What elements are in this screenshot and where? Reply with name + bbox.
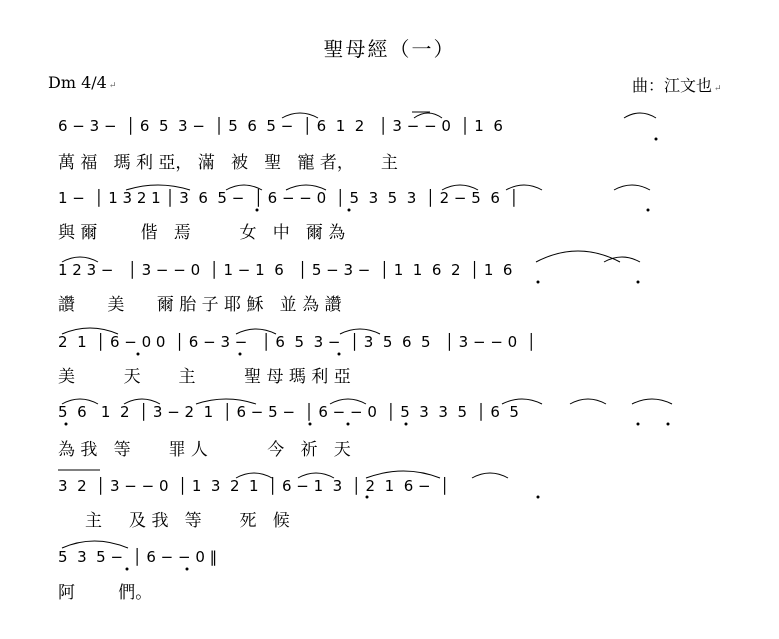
low-octave-dot [637, 281, 640, 284]
low-octave-dot [347, 423, 350, 426]
notation-row-6: 3 2 │ 3 − − 0 │ 1 3 2 1 │ 6 − 1 3 │ 2 1 6 − │ [58, 477, 450, 495]
low-octave-dot [667, 423, 670, 426]
slur-mark [236, 473, 272, 478]
lyrics-row-5: 為 我 等 罪 人 今 祈 天 [58, 440, 351, 460]
low-octave-dot [239, 353, 242, 356]
slur-mark [196, 399, 256, 404]
slur-mark [604, 257, 640, 262]
slur-mark [506, 185, 542, 190]
slur-mark [226, 185, 262, 190]
slur-mark [62, 328, 118, 334]
low-octave-dot [537, 281, 540, 284]
slur-mark [298, 473, 334, 478]
low-octave-dot [405, 423, 408, 426]
slur-mark [442, 185, 478, 190]
notation-row-4: 2 1 │ 6 − 0 0 │ 6 − 3 − │ 6 5 3 − │ 3 5 6 5 │ 3 − − 0 │ [58, 333, 536, 351]
key-signature: Dm 4/4 ↵ [48, 73, 117, 92]
notation-row-1: 6 − 3 − │ 6 5 3 − │ 5 6 5 − │ 6 1 2 │ 3 − − 0 │ 1 6 [58, 117, 503, 135]
composer-credit: 曲：江文也 ↵ [632, 76, 722, 95]
low-octave-dot [65, 423, 68, 426]
slur-mark [286, 185, 326, 190]
slur-mark [414, 113, 442, 118]
low-octave-dot [348, 209, 351, 212]
slur-mark [624, 113, 656, 118]
slur-mark [632, 399, 672, 404]
slur-mark [282, 113, 318, 118]
lyrics-row-7: 阿 們。 [58, 583, 153, 603]
slur-mark [62, 541, 128, 548]
low-octave-dot [256, 209, 259, 212]
lyrics-row-3: 讚 美 爾 胎 子 耶 穌 並 為 讚 [58, 295, 342, 315]
lyrics-row-1: 萬 福 瑪 利 亞， 滿 被 聖 寵 者， 主 [58, 153, 398, 173]
notation-row-2: 1 − │ 1 3 2 1 │ 3 6 5 − │ 6 − − 0 │ 5 3 5 3 │ 2 − 5 6 │ [58, 189, 519, 207]
slur-mark [124, 399, 160, 404]
low-octave-dot [309, 423, 312, 426]
low-octave-dot [338, 353, 341, 356]
slur-mark [236, 329, 276, 334]
paragraph-mark-icon: ↵ [714, 84, 722, 94]
paragraph-mark-icon: ↵ [108, 81, 117, 91]
low-octave-dot [637, 423, 640, 426]
lyrics-row-6: 主 及 我 等 死 候 [58, 511, 290, 531]
low-octave-dot [647, 209, 650, 212]
low-octave-dot [137, 353, 140, 356]
notation-row-3: 1 2 3 − │ 3 − − 0 │ 1 − 1 6 │ 5 − 3 − │ 1 1 6 2 │ 1 6 [58, 261, 513, 279]
slur-mark [340, 329, 380, 334]
slur-mark [62, 257, 98, 262]
lyrics-row-2: 與 爾 偕 焉 女 中 爾 為 [58, 223, 346, 243]
low-octave-dot [186, 568, 189, 571]
notation-row-7: 5 3 5 − │ 6 − − 0 ‖ [58, 548, 218, 566]
low-octave-dot [655, 138, 658, 141]
slur-mark [472, 473, 508, 478]
low-octave-dot [366, 496, 369, 499]
slur-mark [366, 471, 440, 478]
slur-mark [330, 399, 366, 404]
low-octave-dot [537, 496, 540, 499]
lyrics-row-4: 美 天 主 聖 母 瑪 利 亞 [58, 367, 351, 387]
page-title: 聖母經（一） [323, 37, 456, 61]
low-octave-dot [126, 568, 129, 571]
slur-mark [126, 185, 190, 190]
slur-mark [62, 399, 98, 404]
slur-mark [502, 399, 542, 404]
slur-mark [570, 399, 606, 404]
notation-row-5: 5 6 1 2 │ 3 − 2 1 │ 6 − 5 − │ 6 − − 0 │ 5 3 3 5 │ 6 5 [58, 403, 519, 421]
slur-mark [614, 185, 650, 190]
